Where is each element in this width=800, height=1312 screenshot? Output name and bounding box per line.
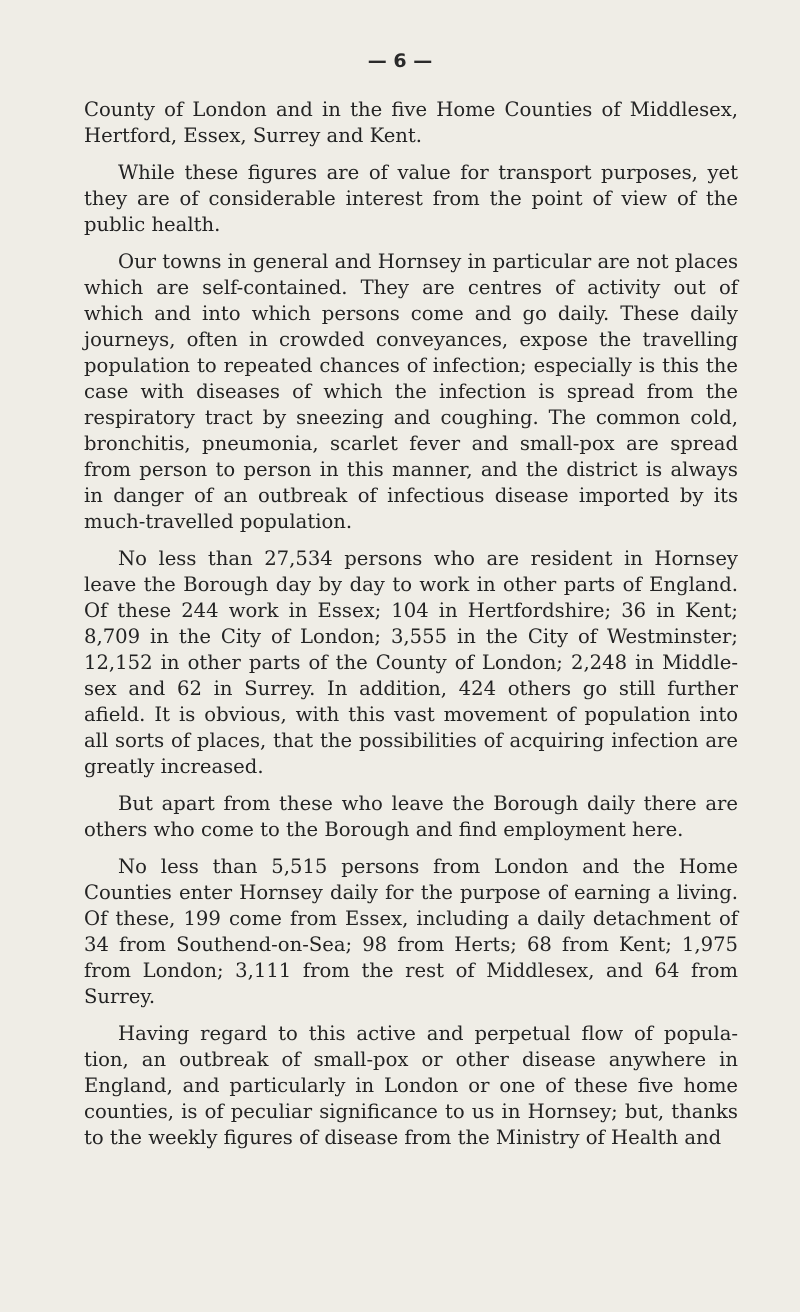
- paragraph-persons-entering: No less than 5,515 persons from London and the Home Counties enter Hornsey daily for the purpose of earning a living. Of these, 199 come from Essex, including a daily detachment of 34 from Southend-on-Sea; 98 from Herts; 68 from Kent; 1,975 from London; 3,111 from the rest of Middlesex, and 64 from Surrey.: [84, 855, 738, 1008]
- paragraph-others-coming: But apart from these who leave the Borough daily there are others who come to the Borough and find employment here.: [84, 792, 738, 841]
- paragraph-towns-not-self-contained: Our towns in general and Hornsey in particular are not places which are self-contained. They are centres of activity out of which and into which persons come and go daily. These daily journeys, often in crowded conveyances, expose the travelling population to repeated chances of infection; especially is this the case with diseases of which the infection is spread from the respiratory tract by sneezing and coughing. The common cold, bronchitis, pneumonia, scarlet fever and small-pox are spread from person to person in this manner, and the district is always in danger of an outbreak of infectious disease imported by its much-travelled population.: [84, 250, 739, 533]
- paragraph-transport-figures: While these figures are of value for transport purposes, yet they are of considerable interest from the point of view of the public health.: [84, 161, 738, 236]
- paragraph-continuation: County of London and in the five Home Counties of Middlesex, Hertford, Essex, Surrey and Kent.: [84, 98, 738, 147]
- paragraph-residents-leaving: No less than 27,534 persons who are resident in Hornsey leave the Borough day by day to work in other parts of England. Of these 244 work in Essex; 104 in Hertfordshire; 36 in Kent; 8,709 in the City of London; 3,555 in the City of Westminster; 12,152 in other parts of the County of London; 2,248 in Middle- sex and 62 in Surrey. In addition, 424 others go still further afield. It is obvious, with this vast movement of population into all sorts of places, that the possibilities of acquiring infection are greatly increased.: [84, 547, 738, 778]
- paragraph-flow-of-population: Having regard to this active and perpetual flow of popula- tion, an outbreak of small-pox or other disease anywhere in England, and particularly in London or one of these five home counties, is of peculiar significance to us in Hornsey; but, thanks to the weekly figures of disease from the Ministry of Health and: [84, 1022, 738, 1149]
- page-number: — 6 —: [367, 50, 433, 72]
- body-text: [84, 97, 738, 1162]
